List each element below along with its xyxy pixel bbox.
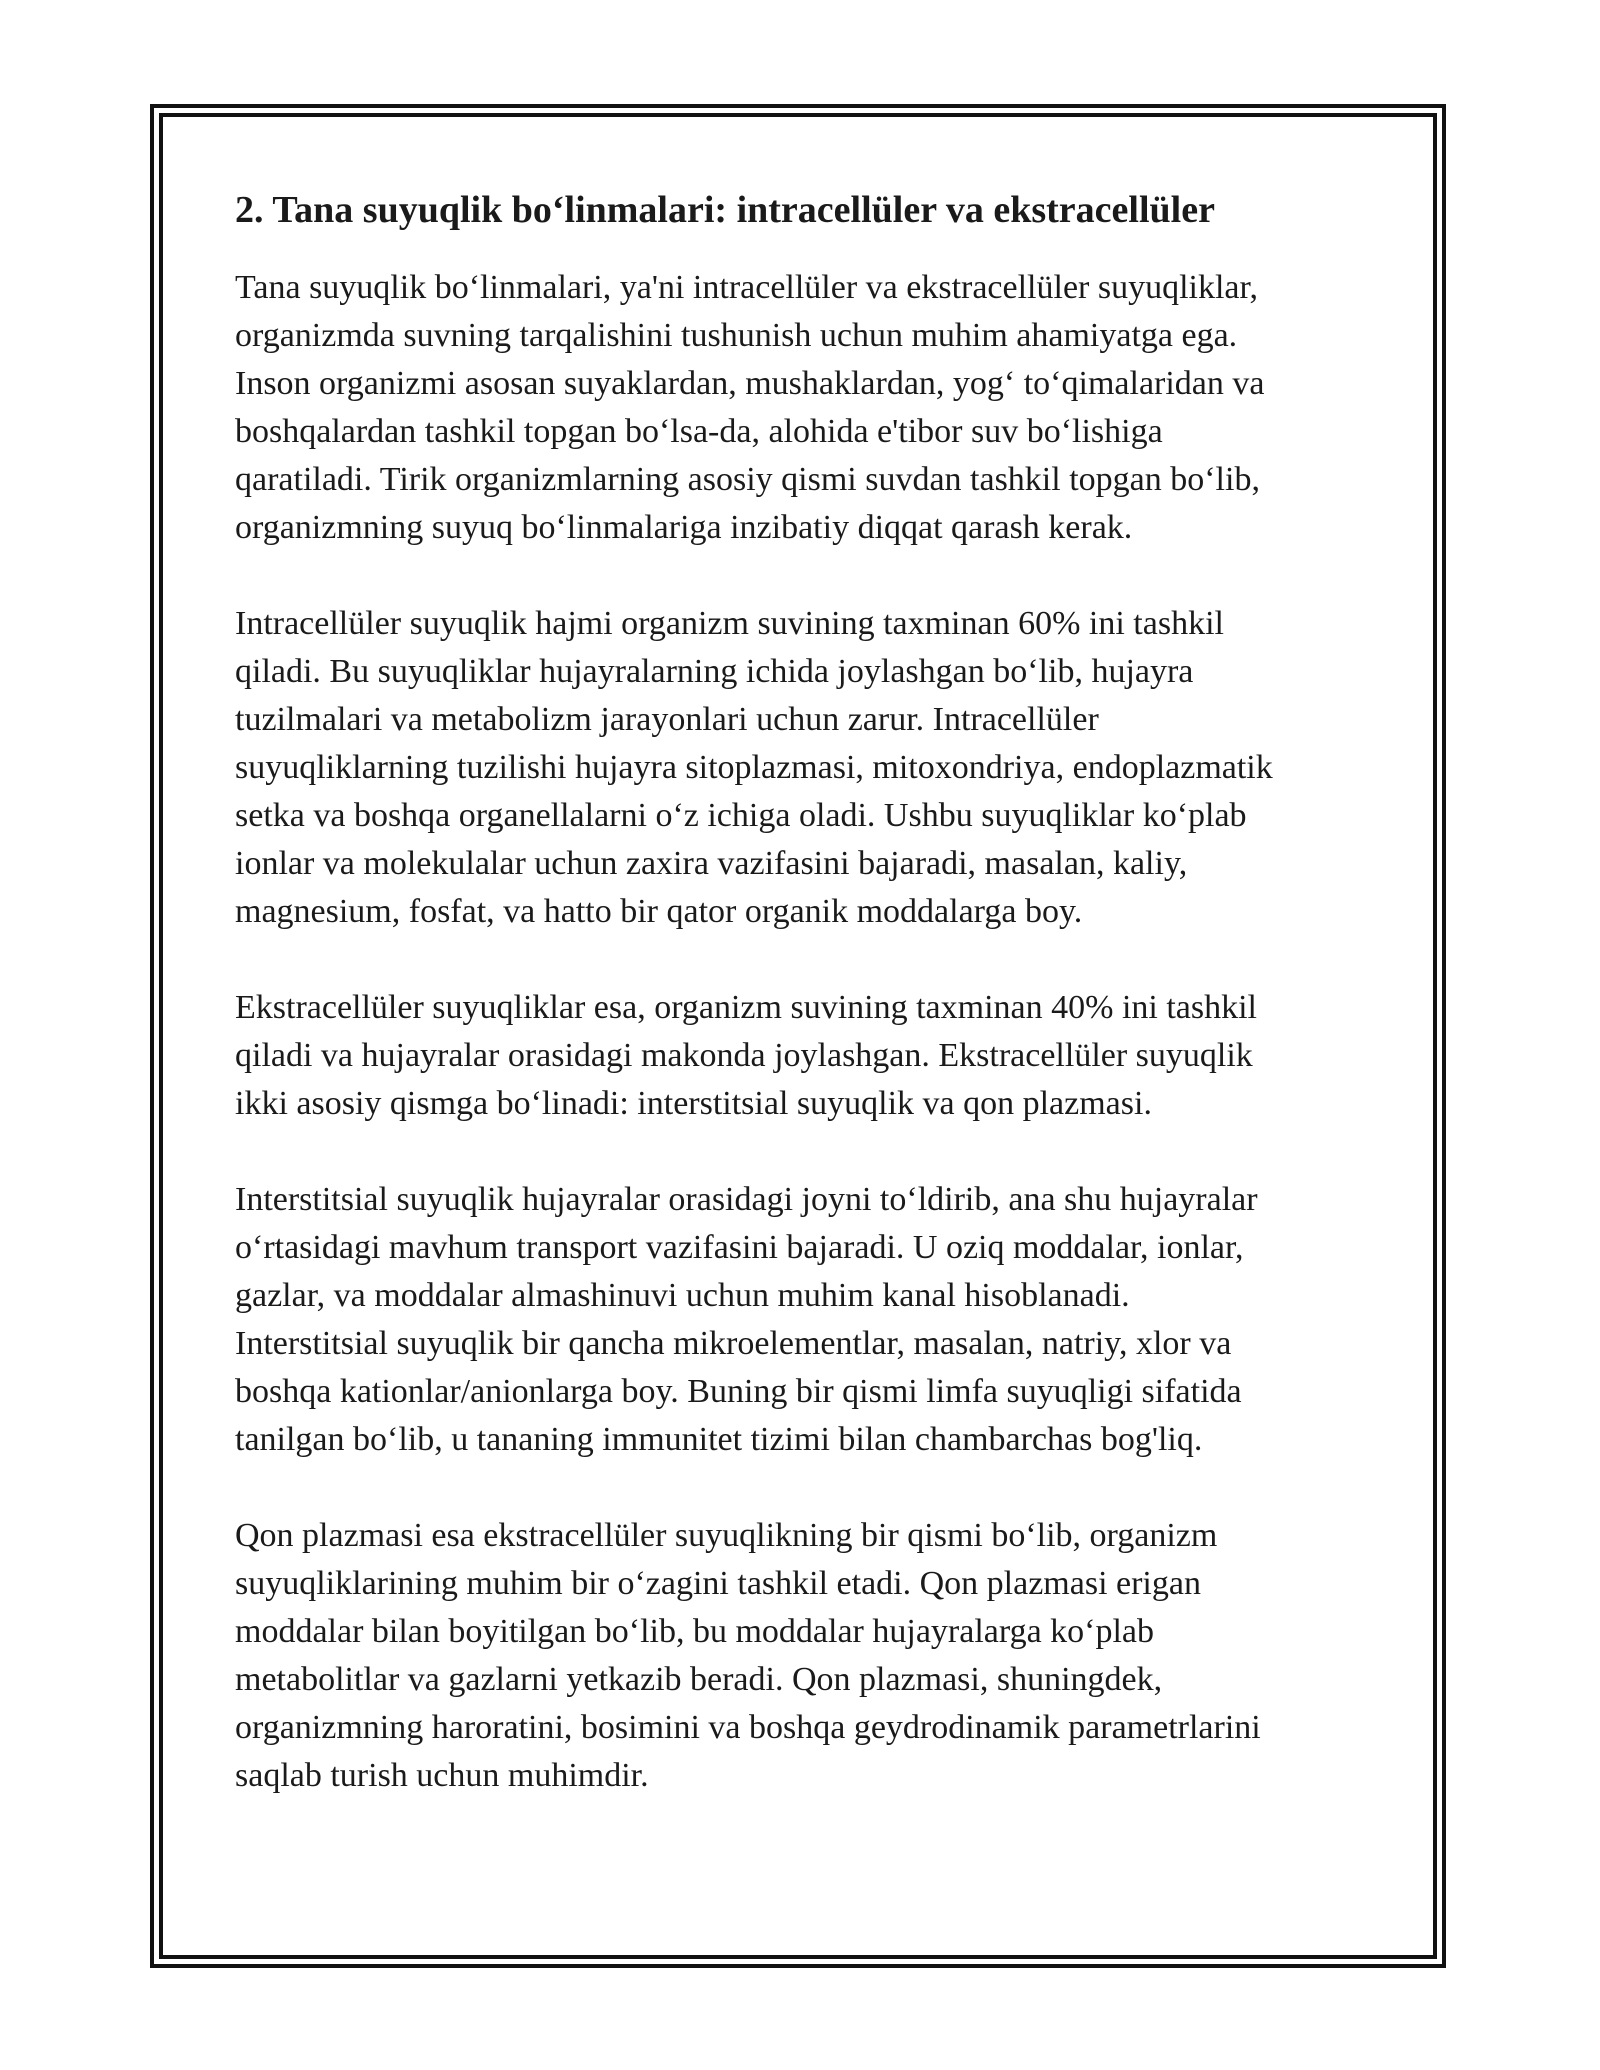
document-body [235, 186, 1370, 1848]
paragraph-line: Qon plazmasi esa ekstracellüler suyuqlikning bir qismi bo‘lib, organizm [235, 1517, 1218, 1554]
section-heading: 2. Tana suyuqlik bo‘linmalari: intracellüler va ekstracellüler [235, 189, 1215, 231]
paragraph-line: ionlar va molekulalar uchun zaxira vazifasini bajaradi, masalan, kaliy, [235, 845, 1188, 882]
paragraph-line: boshqa kationlar/anionlarga boy. Buning bir qismi limfa suyuqligi sifatida [235, 1373, 1242, 1410]
paragraph-line: Inson organizmi asosan suyaklardan, mushaklardan, yog‘ to‘qimalaridan va [235, 365, 1265, 402]
paragraph-line: suyuqliklarining muhim bir o‘zagini tashkil etadi. Qon plazmasi erigan [235, 1565, 1201, 1602]
paragraph-line: tanilgan bo‘lib, u tananing immunitet tizimi bilan chambarchas bog'liq. [235, 1421, 1203, 1458]
paragraph-line: Ekstracellüler suyuqliklar esa, organizm suvining taxminan 40% ini tashkil [235, 989, 1257, 1026]
paragraph-line: magnesium, fosfat, va hatto bir qator organik moddalarga boy. [235, 893, 1083, 930]
paragraph-line: qiladi va hujayralar orasidagi makonda joylashgan. Ekstracellüler suyuqlik [235, 1037, 1253, 1074]
paragraph-line: boshqalardan tashkil topgan bo‘lsa-da, alohida e'tibor suv bo‘lishiga [235, 413, 1163, 450]
paragraph-line: Intracellüler suyuqlik hajmi organizm suvining taxminan 60% ini tashkil [235, 605, 1224, 642]
paragraph-line: Interstitsial suyuqlik hujayralar orasidagi joyni to‘ldirib, ana shu hujayralar [235, 1181, 1258, 1218]
paragraph-2 [235, 600, 1370, 936]
paragraph-4 [235, 1176, 1370, 1464]
paragraph-line: Interstitsial suyuqlik bir qancha mikroelementlar, masalan, natriy, xlor va [235, 1325, 1232, 1362]
paragraph-line: o‘rtasidagi mavhum transport vazifasini bajaradi. U oziq moddalar, ionlar, [235, 1229, 1244, 1266]
paragraph-line: organizmda suvning tarqalishini tushunish uchun muhim ahamiyatga ega. [235, 317, 1238, 354]
paragraph-line: qaratiladi. Tirik organizmlarning asosiy qismi suvdan tashkil topgan bo‘lib, [235, 461, 1260, 498]
paragraph-3 [235, 984, 1370, 1128]
paragraph-line: organizmning suyuq bo‘linmalariga inzibatiy diqqat qarash kerak. [235, 509, 1133, 546]
paragraph-line: suyuqliklarning tuzilishi hujayra sitoplazmasi, mitoxondriya, endoplazmatik [235, 749, 1273, 786]
paragraph-line: tuzilmalari va metabolizm jarayonlari uchun zarur. Intracellüler [235, 701, 1099, 738]
paragraph-line: setka va boshqa organellalarni o‘z ichiga oladi. Ushbu suyuqliklar ko‘plab [235, 797, 1247, 834]
paragraph-line: ikki asosiy qismga bo‘linadi: interstitsial suyuqlik va qon plazmasi. [235, 1085, 1152, 1122]
paragraph-line: gazlar, va moddalar almashinuvi uchun muhim kanal hisoblanadi. [235, 1277, 1130, 1314]
paragraph-line: saqlab turish uchun muhimdir. [235, 1757, 649, 1794]
paragraph-5 [235, 1512, 1370, 1800]
paragraph-line: metabolitlar va gazlarni yetkazib beradi. Qon plazmasi, shuningdek, [235, 1661, 1163, 1698]
paragraph-line: organizmning haroratini, bosimini va boshqa geydrodinamik parametrlarini [235, 1709, 1261, 1746]
paragraph-line: moddalar bilan boyitilgan bo‘lib, bu moddalar hujayralarga ko‘plab [235, 1613, 1155, 1650]
paragraph-line: qiladi. Bu suyuqliklar hujayralarning ichida joylashgan bo‘lib, hujayra [235, 653, 1194, 690]
paragraph-1 [235, 264, 1370, 552]
paragraph-line: Tana suyuqlik bo‘linmalari, ya'ni intracellüler va ekstracellüler suyuqliklar, [235, 269, 1258, 306]
